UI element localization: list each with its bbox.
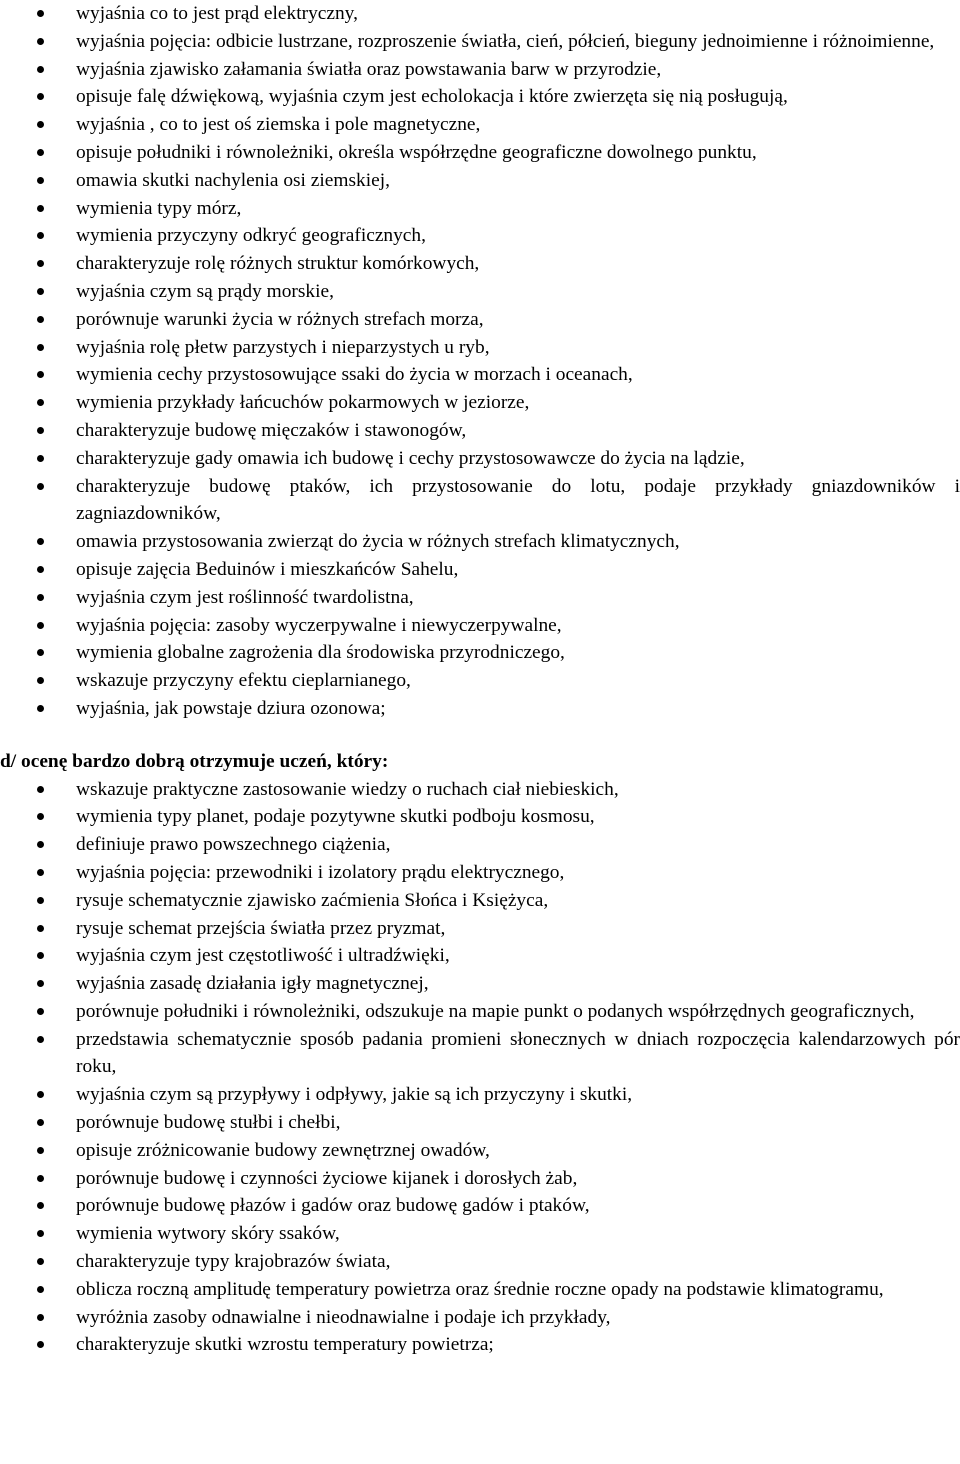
bullet-icon	[37, 786, 44, 793]
list-item	[0, 556, 960, 584]
bullet-icon	[37, 1175, 44, 1182]
list-item	[0, 1109, 960, 1137]
bullet-icon	[37, 371, 44, 378]
list-item-text: wymienia przyczyny odkryć geograficznych,	[76, 225, 426, 247]
list-item	[0, 0, 960, 28]
list-item-text: charakteryzuje rolę różnych struktur komórkowych,	[76, 253, 480, 275]
list-item	[0, 887, 960, 915]
list-item	[0, 222, 960, 250]
bullet-icon	[37, 10, 44, 17]
list-item-text: opisuje zajęcia Beduinów i mieszkańców Sahelu,	[76, 558, 459, 580]
list-item	[0, 83, 960, 111]
list-item	[0, 56, 960, 84]
list-item-text: opisuje południki i równoleżniki, określa współrzędne geograficzne dowolnego punktu,	[76, 141, 757, 163]
bullet-icon	[37, 705, 44, 712]
list-item	[0, 584, 960, 612]
list-item	[0, 942, 960, 970]
list-item-text: charakteryzuje budowę mięczaków i stawonogów,	[76, 419, 467, 441]
bullet-icon	[37, 483, 44, 490]
list-item-text: porównuje warunki życia w różnych strefach morza,	[76, 308, 484, 330]
list-item	[0, 803, 960, 831]
list-item-text: wymienia wytwory skóry ssaków,	[76, 1223, 340, 1245]
bullet-icon	[37, 677, 44, 684]
list-item-text: porównuje południki i równoleżniki, odszukuje na mapie punkt o podanych współrzędnych geograficznych,	[76, 1000, 915, 1022]
bullet-icon	[37, 538, 44, 545]
list-item	[0, 1192, 960, 1220]
list-item-text: wskazuje praktyczne zastosowanie wiedzy o ruchach ciał niebieskich,	[76, 778, 619, 800]
bullet-icon	[37, 594, 44, 601]
list-item-text: definiuje prawo powszechnego ciążenia,	[76, 834, 391, 856]
list-item-text: omawia przystosowania zwierząt do życia w różnych strefach klimatycznych,	[76, 531, 680, 553]
list-item-text: porównuje budowę stułbi i chełbi,	[76, 1112, 341, 1134]
list-item	[0, 998, 960, 1026]
bullet-icon	[37, 980, 44, 987]
list-item-text: wyróżnia zasoby odnawialne i nieodnawialne i podaje ich przykłady,	[76, 1306, 611, 1328]
list-item	[0, 167, 960, 195]
bullet-icon	[37, 841, 44, 848]
list-item	[0, 417, 960, 445]
bullet-icon	[37, 1341, 44, 1348]
list-item	[0, 250, 960, 278]
bullet-icon	[37, 1119, 44, 1126]
list-item	[0, 361, 960, 389]
list-item	[0, 612, 960, 640]
list-item-text: charakteryzuje gady omawia ich budowę i cechy przystosowawcze do życia na lądzie,	[76, 447, 745, 469]
bullet-icon	[37, 260, 44, 267]
list-item-text: omawia skutki nachylenia osi ziemskiej,	[76, 169, 390, 191]
bullet-icon	[37, 1258, 44, 1265]
list-item-text: wymienia typy mórz,	[76, 197, 242, 219]
list-item-text: wyjaśnia pojęcia: odbicie lustrzane, rozproszenie światła, cień, półcień, bieguny jednoimienne i różnoimienne,	[76, 30, 935, 52]
list-item	[0, 695, 960, 723]
bullet-icon	[37, 869, 44, 876]
bullet-icon	[37, 177, 44, 184]
bullet-icon	[37, 649, 44, 656]
list-item	[0, 1304, 960, 1332]
list-item	[0, 1220, 960, 1248]
list-item-text: wyjaśnia czym są prądy morskie,	[76, 280, 334, 302]
list-item-text: wyjaśnia czym jest roślinność twardolistna,	[76, 586, 414, 608]
list-item-text: porównuje budowę płazów i gadów oraz budowę gadów i ptaków,	[76, 1195, 590, 1217]
bullet-icon	[37, 1147, 44, 1154]
list-item	[0, 1248, 960, 1276]
bullet-icon	[37, 1230, 44, 1237]
bullet-icon	[37, 1091, 44, 1098]
bullet-icon	[37, 121, 44, 128]
bullet-icon	[37, 925, 44, 932]
bullet-icon	[37, 622, 44, 629]
list-item	[0, 334, 960, 362]
bullet-icon	[37, 1008, 44, 1015]
bullet-icon	[37, 427, 44, 434]
list-item-text: charakteryzuje skutki wzrostu temperatury powietrza;	[76, 1334, 494, 1356]
list-item-text: charakteryzuje budowę ptaków, ich przystosowanie do lotu, podaje przykłady gniazdowników i zagniazdowników,	[76, 475, 960, 525]
list-item-text: porównuje budowę i czynności życiowe kijanek i dorosłych żab,	[76, 1167, 578, 1189]
list-item-text: wyjaśnia , co to jest oś ziemska i pole magnetyczne,	[76, 114, 481, 136]
list-item-text: rysuje schematycznie zjawisko zaćmienia Słońca i Księżyca,	[76, 889, 549, 911]
list-item	[0, 970, 960, 998]
bullet-icon	[37, 813, 44, 820]
bullet-icon	[37, 455, 44, 462]
bullet-icon	[37, 66, 44, 73]
list-item	[0, 195, 960, 223]
bullet-icon	[37, 952, 44, 959]
list-item-text: wymienia globalne zagrożenia dla środowiska przyrodniczego,	[76, 642, 565, 664]
list-item-text: wyjaśnia czym są przypływy i odpływy, jakie są ich przyczyny i skutki,	[76, 1084, 633, 1106]
list-item	[0, 139, 960, 167]
list-item-text: wyjaśnia zasadę działania igły magnetycznej,	[76, 973, 429, 995]
bullet-icon	[37, 38, 44, 45]
list-item-text: wyjaśnia, jak powstaje dziura ozonowa;	[76, 697, 386, 719]
list-item	[0, 1165, 960, 1193]
list-item	[0, 306, 960, 334]
list-item	[0, 831, 960, 859]
list-item	[0, 445, 960, 473]
list-item-text: wymienia przykłady łańcuchów pokarmowych w jeziorze,	[76, 392, 530, 414]
list-item-text: wyjaśnia zjawisko załamania światła oraz powstawania barw w przyrodzie,	[76, 58, 662, 80]
list-item	[0, 639, 960, 667]
list-item	[0, 667, 960, 695]
bullet-icon	[37, 232, 44, 239]
bullet-icon	[37, 399, 44, 406]
bullet-icon	[37, 149, 44, 156]
bullet-icon	[37, 205, 44, 212]
list-item-text: charakteryzuje typy krajobrazów świata,	[76, 1251, 391, 1273]
bullet-icon	[37, 93, 44, 100]
list-item	[0, 915, 960, 943]
list-item-text: wymienia typy planet, podaje pozytywne skutki podboju kosmosu,	[76, 806, 595, 828]
list-item-text: opisuje zróżnicowanie budowy zewnętrznej owadów,	[76, 1139, 490, 1161]
section-d-list	[0, 776, 960, 1360]
list-item-text: wskazuje przyczyny efektu cieplarnianego,	[76, 670, 411, 692]
bullet-icon	[37, 1314, 44, 1321]
list-item-text: wyjaśnia pojęcia: przewodniki i izolatory prądu elektrycznego,	[76, 861, 565, 883]
list-item-text: wyjaśnia czym jest częstotliwość i ultradźwięki,	[76, 945, 450, 967]
list-item	[0, 776, 960, 804]
list-item-text: wymienia cechy przystosowujące ssaki do życia w morzach i oceanach,	[76, 364, 633, 386]
list-item	[0, 1331, 960, 1359]
list-item	[0, 528, 960, 556]
bullet-icon	[37, 344, 44, 351]
list-item-text: wyjaśnia pojęcia: zasoby wyczerpywalne i niewyczerpywalne,	[76, 614, 562, 636]
list-item	[0, 278, 960, 306]
list-item	[0, 1137, 960, 1165]
list-item	[0, 859, 960, 887]
list-item	[0, 1081, 960, 1109]
section-c-list	[0, 0, 960, 723]
list-item-text: oblicza roczną amplitudę temperatury powietrza oraz średnie roczne opady na podstawie klimatogramu,	[76, 1278, 884, 1300]
list-item	[0, 1276, 960, 1304]
list-item	[0, 1026, 960, 1082]
list-item	[0, 28, 960, 56]
list-item-text: rysuje schemat przejścia światła przez pryzmat,	[76, 917, 446, 939]
bullet-icon	[37, 288, 44, 295]
list-item-text: wyjaśnia rolę płetw parzystych i nieparzystych u ryb,	[76, 336, 490, 358]
bullet-icon	[37, 897, 44, 904]
section-d-heading: d/ ocenę bardzo dobrą otrzymuje uczeń, który:	[0, 750, 389, 772]
bullet-icon	[37, 566, 44, 573]
list-item-text: przedstawia schematycznie sposób padania promieni słonecznych w dniach rozpoczęcia kalendarzowych pór roku,	[76, 1028, 960, 1078]
list-item-text: opisuje falę dźwiękową, wyjaśnia czym jest echolokacja i które zwierzęta się nią posługują,	[76, 86, 788, 108]
list-item	[0, 473, 960, 529]
list-item	[0, 389, 960, 417]
bullet-icon	[37, 1286, 44, 1293]
list-item	[0, 111, 960, 139]
bullet-icon	[37, 316, 44, 323]
bullet-icon	[37, 1036, 44, 1043]
bullet-icon	[37, 1202, 44, 1209]
list-item-text: wyjaśnia co to jest prąd elektryczny,	[76, 3, 358, 24]
